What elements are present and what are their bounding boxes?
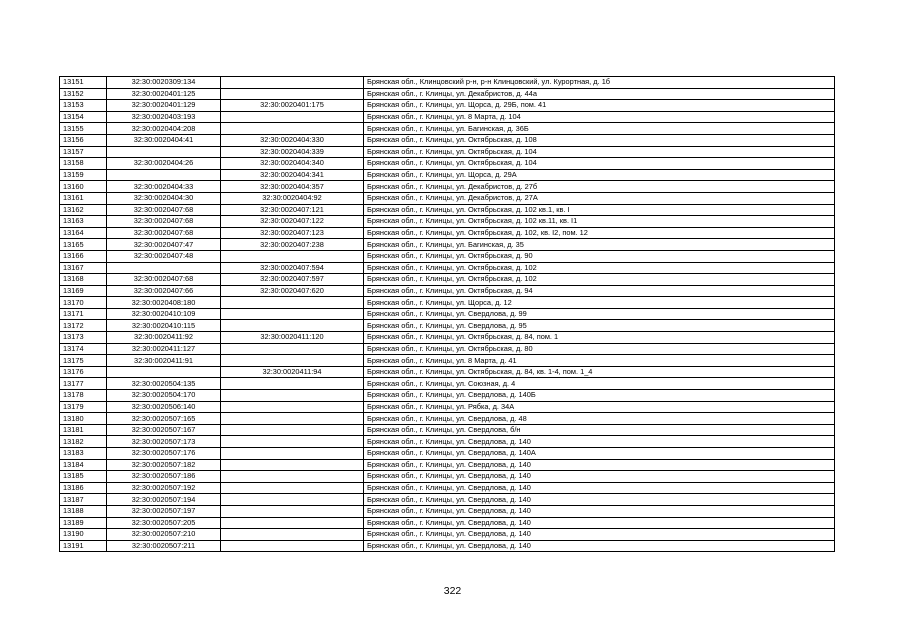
row-number-cell: 13188: [60, 505, 107, 517]
table-row: [60, 355, 835, 367]
address-cell: Брянская обл., г. Клинцы, ул. Октябрьская, д. 108: [364, 134, 835, 146]
row-number-cell: 13170: [60, 297, 107, 309]
linked-cadastral-number-cell: [221, 471, 364, 483]
address-cell: Брянская обл., г. Клинцы, ул. Декабристов, д. 44а: [364, 88, 835, 100]
row-number-cell: 13189: [60, 517, 107, 529]
row-number-cell: 13175: [60, 355, 107, 367]
table-row: [60, 517, 835, 529]
linked-cadastral-number-cell: [221, 88, 364, 100]
linked-cadastral-number-cell: [221, 378, 364, 390]
linked-cadastral-number-cell: 32:30:0020404:341: [221, 169, 364, 181]
table-row: [60, 158, 835, 170]
table-row: [60, 471, 835, 483]
cadastral-number-cell: 32:30:0020404:41: [107, 134, 221, 146]
cadastral-number-cell: [107, 262, 221, 274]
linked-cadastral-number-cell: [221, 401, 364, 413]
table-row: [60, 332, 835, 344]
linked-cadastral-number-cell: [221, 529, 364, 541]
linked-cadastral-number-cell: 32:30:0020404:339: [221, 146, 364, 158]
table-row: [60, 111, 835, 123]
row-number-cell: 13161: [60, 192, 107, 204]
row-number-cell: 13151: [60, 77, 107, 89]
address-cell: Брянская обл., г. Клинцы, ул. Багинская, д. 36Б: [364, 123, 835, 135]
row-number-cell: 13174: [60, 343, 107, 355]
table-row: [60, 320, 835, 332]
row-number-cell: 13166: [60, 250, 107, 262]
linked-cadastral-number-cell: [221, 424, 364, 436]
table-row: [60, 366, 835, 378]
linked-cadastral-number-cell: 32:30:0020404:330: [221, 134, 364, 146]
table-row: [60, 459, 835, 471]
row-number-cell: 13173: [60, 332, 107, 344]
address-cell: Брянская обл., г. Клинцы, ул. Свердлова, д. 95: [364, 320, 835, 332]
linked-cadastral-number-cell: 32:30:0020407:594: [221, 262, 364, 274]
address-cell: Брянская обл., г. Клинцы, ул. Октябрьская, д. 104: [364, 158, 835, 170]
linked-cadastral-number-cell: 32:30:0020407:122: [221, 216, 364, 228]
address-cell: Брянская обл., г. Клинцы, ул. Октябрьская, д. 84, пом. 1: [364, 332, 835, 344]
cadastral-number-cell: 32:30:0020504:170: [107, 390, 221, 402]
page-number: 322: [443, 585, 462, 597]
linked-cadastral-number-cell: 32:30:0020407:597: [221, 274, 364, 286]
table-row: [60, 204, 835, 216]
cadastral-number-cell: 32:30:0020410:109: [107, 308, 221, 320]
address-cell: Брянская обл., г. Клинцы, ул. Свердлова, д. 140: [364, 505, 835, 517]
table-row: [60, 413, 835, 425]
linked-cadastral-number-cell: [221, 355, 364, 367]
row-number-cell: 13181: [60, 424, 107, 436]
linked-cadastral-number-cell: 32:30:0020411:94: [221, 366, 364, 378]
cadastral-number-cell: 32:30:0020404:208: [107, 123, 221, 135]
linked-cadastral-number-cell: [221, 482, 364, 494]
cadastral-number-cell: 32:30:0020507:211: [107, 540, 221, 552]
row-number-cell: 13182: [60, 436, 107, 448]
cadastral-number-cell: 32:30:0020404:33: [107, 181, 221, 193]
address-cell: Брянская обл., г. Клинцы, ул. Свердлова, б/н: [364, 424, 835, 436]
linked-cadastral-number-cell: 32:30:0020407:121: [221, 204, 364, 216]
linked-cadastral-number-cell: [221, 343, 364, 355]
cadastral-number-cell: 32:30:0020411:91: [107, 355, 221, 367]
row-number-cell: 13156: [60, 134, 107, 146]
table-row: [60, 274, 835, 286]
cadastral-number-cell: 32:30:0020403:193: [107, 111, 221, 123]
table-row: [60, 77, 835, 89]
address-cell: Брянская обл., г. Клинцы, ул. Союзная, д. 4: [364, 378, 835, 390]
address-cell: Брянская обл., г. Клинцы, ул. Свердлова, д. 140: [364, 494, 835, 506]
table-row: [60, 494, 835, 506]
linked-cadastral-number-cell: 32:30:0020401:175: [221, 100, 364, 112]
table-row: [60, 540, 835, 552]
table-row: [60, 239, 835, 251]
table-row: [60, 123, 835, 135]
row-number-cell: 13152: [60, 88, 107, 100]
table-row: [60, 88, 835, 100]
linked-cadastral-number-cell: [221, 297, 364, 309]
cadastral-number-cell: 32:30:0020507:205: [107, 517, 221, 529]
linked-cadastral-number-cell: 32:30:0020404:92: [221, 192, 364, 204]
table-row: [60, 262, 835, 274]
linked-cadastral-number-cell: 32:30:0020404:357: [221, 181, 364, 193]
cadastral-number-cell: 32:30:0020507:210: [107, 529, 221, 541]
linked-cadastral-number-cell: [221, 517, 364, 529]
table-row: [60, 285, 835, 297]
cadastral-number-cell: 32:30:0020507:173: [107, 436, 221, 448]
row-number-cell: 13157: [60, 146, 107, 158]
row-number-cell: 13160: [60, 181, 107, 193]
table-row: [60, 401, 835, 413]
row-number-cell: 13179: [60, 401, 107, 413]
address-cell: Брянская обл., г. Клинцы, ул. Свердлова, д. 140: [364, 540, 835, 552]
linked-cadastral-number-cell: [221, 390, 364, 402]
cadastral-number-cell: 32:30:0020407:68: [107, 274, 221, 286]
address-cell: Брянская обл., г. Клинцы, ул. Декабристов, д. 27А: [364, 192, 835, 204]
address-cell: Брянская обл., г. Клинцы, ул. Октябрьская, д. 90: [364, 250, 835, 262]
table-row: [60, 436, 835, 448]
row-number-cell: 13169: [60, 285, 107, 297]
row-number-cell: 13163: [60, 216, 107, 228]
cadastral-number-cell: 32:30:0020507:167: [107, 424, 221, 436]
row-number-cell: 13185: [60, 471, 107, 483]
table-row: [60, 390, 835, 402]
address-cell: Брянская обл., г. Клинцы, ул. 8 Марта, д. 104: [364, 111, 835, 123]
row-number-cell: 13171: [60, 308, 107, 320]
address-cell: Брянская обл., г. Клинцы, ул. Свердлова, д. 140Б: [364, 390, 835, 402]
row-number-cell: 13164: [60, 227, 107, 239]
cadastral-number-cell: 32:30:0020507:182: [107, 459, 221, 471]
table-row: [60, 448, 835, 460]
table-row: [60, 308, 835, 320]
row-number-cell: 13153: [60, 100, 107, 112]
row-number-cell: 13180: [60, 413, 107, 425]
address-cell: Брянская обл., г. Клинцы, ул. Свердлова, д. 140: [364, 436, 835, 448]
table-row: [60, 424, 835, 436]
linked-cadastral-number-cell: [221, 505, 364, 517]
cadastral-number-cell: [107, 366, 221, 378]
table-row: [60, 482, 835, 494]
linked-cadastral-number-cell: 32:30:0020407:620: [221, 285, 364, 297]
table-row: [60, 181, 835, 193]
address-cell: Брянская обл., г. Клинцы, ул. Свердлова, д. 99: [364, 308, 835, 320]
cadastral-number-cell: 32:30:0020309:134: [107, 77, 221, 89]
linked-cadastral-number-cell: 32:30:0020407:123: [221, 227, 364, 239]
linked-cadastral-number-cell: [221, 308, 364, 320]
linked-cadastral-number-cell: [221, 436, 364, 448]
cadastral-number-cell: 32:30:0020507:197: [107, 505, 221, 517]
row-number-cell: 13154: [60, 111, 107, 123]
cadastral-number-cell: 32:30:0020407:68: [107, 204, 221, 216]
linked-cadastral-number-cell: [221, 111, 364, 123]
linked-cadastral-number-cell: [221, 459, 364, 471]
cadastral-number-cell: [107, 169, 221, 181]
linked-cadastral-number-cell: [221, 413, 364, 425]
row-number-cell: 13162: [60, 204, 107, 216]
address-cell: Брянская обл., г. Клинцы, ул. Октябрьская, д. 80: [364, 343, 835, 355]
cadastral-number-cell: 32:30:0020407:48: [107, 250, 221, 262]
address-cell: Брянская обл., г. Клинцы, ул. Октябрьская, д. 102 кв.1, кв. I: [364, 204, 835, 216]
linked-cadastral-number-cell: [221, 123, 364, 135]
cadastral-number-cell: 32:30:0020408:180: [107, 297, 221, 309]
address-cell: Брянская обл., г. Клинцы, ул. Октябрьская, д. 102: [364, 262, 835, 274]
cadastral-number-cell: 32:30:0020411:92: [107, 332, 221, 344]
address-cell: Брянская обл., г. Клинцы, ул. Щорса, д. 29А: [364, 169, 835, 181]
table-row: [60, 146, 835, 158]
cadastral-number-cell: 32:30:0020507:165: [107, 413, 221, 425]
row-number-cell: 13191: [60, 540, 107, 552]
cadastral-number-cell: 32:30:0020507:194: [107, 494, 221, 506]
row-number-cell: 13159: [60, 169, 107, 181]
address-cell: Брянская обл., г. Клинцы, ул. Октябрьская, д. 104: [364, 146, 835, 158]
address-cell: Брянская обл., г. Клинцы, ул. Багинская, д. 35: [364, 239, 835, 251]
row-number-cell: 13177: [60, 378, 107, 390]
address-cell: Брянская обл., г. Клинцы, ул. Свердлова, д. 48: [364, 413, 835, 425]
linked-cadastral-number-cell: [221, 494, 364, 506]
address-cell: Брянская обл., г. Клинцы, ул. Октябрьская, д. 102 кв.11, кв. I1: [364, 216, 835, 228]
linked-cadastral-number-cell: [221, 77, 364, 89]
address-cell: Брянская обл., г. Клинцы, ул. Октябрьская, д. 102, кв. I2, пом. 12: [364, 227, 835, 239]
cadastral-number-cell: 32:30:0020404:26: [107, 158, 221, 170]
linked-cadastral-number-cell: [221, 448, 364, 460]
table-row: [60, 100, 835, 112]
address-cell: Брянская обл., г. Клинцы, ул. Свердлова, д. 140: [364, 482, 835, 494]
table-row: [60, 227, 835, 239]
row-number-cell: 13172: [60, 320, 107, 332]
cadastral-number-cell: 32:30:0020507:192: [107, 482, 221, 494]
cadastral-number-cell: 32:30:0020506:140: [107, 401, 221, 413]
cadastral-number-cell: 32:30:0020504:135: [107, 378, 221, 390]
cadastral-number-cell: 32:30:0020407:68: [107, 227, 221, 239]
cadastral-number-cell: 32:30:0020407:68: [107, 216, 221, 228]
linked-cadastral-number-cell: [221, 320, 364, 332]
cadastral-number-cell: 32:30:0020411:127: [107, 343, 221, 355]
row-number-cell: 13184: [60, 459, 107, 471]
table-row: [60, 297, 835, 309]
row-number-cell: 13176: [60, 366, 107, 378]
table-row: [60, 378, 835, 390]
address-cell: Брянская обл., г. Клинцы, ул. Свердлова, д. 140: [364, 529, 835, 541]
cadastral-number-cell: 32:30:0020507:176: [107, 448, 221, 460]
address-cell: Брянская обл., г. Клинцы, ул. Свердлова, д. 140: [364, 517, 835, 529]
address-cell: Брянская обл., г. Клинцы, ул. Свердлова, д. 140: [364, 471, 835, 483]
address-cell: Брянская обл., г. Клинцы, ул. Рябка, д. 34А: [364, 401, 835, 413]
linked-cadastral-number-cell: [221, 540, 364, 552]
linked-cadastral-number-cell: [221, 250, 364, 262]
address-cell: Брянская обл., г. Клинцы, ул. Свердлова, д. 140А: [364, 448, 835, 460]
table-row: [60, 505, 835, 517]
table-row: [60, 169, 835, 181]
address-cell: Брянская обл., Клинцовский р-н, р-н Клинцовский, ул. Курортная, д. 1б: [364, 77, 835, 89]
row-number-cell: 13155: [60, 123, 107, 135]
address-cell: Брянская обл., г. Клинцы, ул. Октябрьская, д. 102: [364, 274, 835, 286]
address-cell: Брянская обл., г. Клинцы, ул. 8 Марта, д. 41: [364, 355, 835, 367]
linked-cadastral-number-cell: 32:30:0020411:120: [221, 332, 364, 344]
row-number-cell: 13165: [60, 239, 107, 251]
registry-table-body: [60, 77, 835, 552]
cadastral-number-cell: 32:30:0020507:186: [107, 471, 221, 483]
table-row: [60, 343, 835, 355]
cadastral-number-cell: 32:30:0020407:47: [107, 239, 221, 251]
row-number-cell: 13167: [60, 262, 107, 274]
linked-cadastral-number-cell: 32:30:0020407:238: [221, 239, 364, 251]
address-cell: Брянская обл., г. Клинцы, ул. Октябрьская, д. 84, кв. 1-4, пом. 1_4: [364, 366, 835, 378]
row-number-cell: 13186: [60, 482, 107, 494]
row-number-cell: 13190: [60, 529, 107, 541]
cadastral-number-cell: 32:30:0020410:115: [107, 320, 221, 332]
cadastral-number-cell: [107, 146, 221, 158]
address-cell: Брянская обл., г. Клинцы, ул. Свердлова, д. 140: [364, 459, 835, 471]
linked-cadastral-number-cell: 32:30:0020404:340: [221, 158, 364, 170]
row-number-cell: 13178: [60, 390, 107, 402]
address-cell: Брянская обл., г. Клинцы, ул. Щорса, д. 29Б, пом. 41: [364, 100, 835, 112]
property-registry-table: [59, 76, 835, 552]
table-row: [60, 529, 835, 541]
cadastral-number-cell: 32:30:0020401:129: [107, 100, 221, 112]
table-row: [60, 216, 835, 228]
row-number-cell: 13183: [60, 448, 107, 460]
row-number-cell: 13158: [60, 158, 107, 170]
cadastral-number-cell: 32:30:0020407:66: [107, 285, 221, 297]
address-cell: Брянская обл., г. Клинцы, ул. Декабристов, д. 27б: [364, 181, 835, 193]
table-row: [60, 134, 835, 146]
address-cell: Брянская обл., г. Клинцы, ул. Октябрьская, д. 94: [364, 285, 835, 297]
table-row: [60, 250, 835, 262]
address-cell: Брянская обл., г. Клинцы, ул. Щорса, д. 12: [364, 297, 835, 309]
row-number-cell: 13168: [60, 274, 107, 286]
cadastral-number-cell: 32:30:0020401:125: [107, 88, 221, 100]
row-number-cell: 13187: [60, 494, 107, 506]
cadastral-number-cell: 32:30:0020404:30: [107, 192, 221, 204]
table-row: [60, 192, 835, 204]
